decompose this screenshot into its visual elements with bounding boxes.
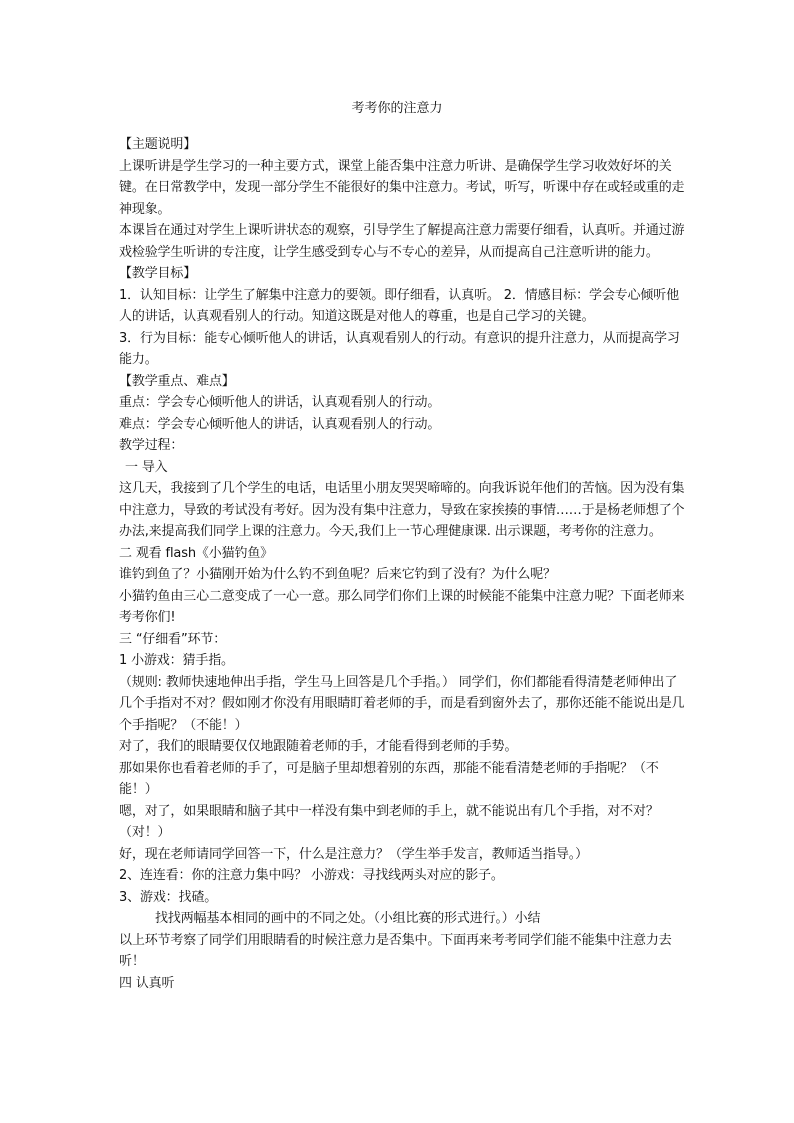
paragraph: 对了，我们的眼睛要仅仅地跟随着老师的手，才能看得到老师的手势。: [119, 739, 518, 754]
subsection-heading: 一 导入: [125, 459, 168, 475]
document-body: [119, 134, 685, 994]
paragraph: 嗯，对了，如果眼睛和脑子其中一样没有集中到老师的手上，就不能说出有几个手指，对不对？（对！）: [119, 803, 659, 840]
paragraph: 找找两幅基本相同的画中的不同之处。（小组比赛的形式进行。）小结: [155, 911, 541, 926]
subsection-heading: 三 “仔细看”环节：: [119, 631, 227, 647]
paragraph: 重点：学会专心倾听他人的讲话，认真观看别人的行动。: [119, 395, 441, 410]
paragraph: 本课旨在通过对学生上课听讲状态的观察，引导学生了解提高注意力需要仔细看，认真听。并通过游戏检验学生听讲的专注度，让学生感受到专心与不专心的差异，从而提高自己注意听讲的能力。: [119, 223, 685, 260]
paragraph: 2、连连看：你的注意力集中吗？ 小游戏：寻找线两头对应的影子。: [119, 868, 504, 883]
paragraph: （规则: 教师快速地伸出手指，学生马上回答是几个手指。） 同学们，你们都能看得清楚老师伸出了几个手指对不对？假如刚才你没有用眼睛盯着老师的手，而是看到窗外去了，那你还能不能说出是几个手指呢？（不能！）: [119, 674, 685, 733]
paragraph: 1．认知目标：让学生了解集中注意力的要领。即仔细看，认真听。 2．情感目标：学会专心倾听他人的讲话，认真观看别人的行动。知道这既是对他人的尊重，也是自己学习的关键。: [119, 287, 679, 324]
paragraph: 3、游戏：找碴。: [119, 889, 218, 905]
paragraph: 难点：学会专心倾听他人的讲话，认真观看别人的行动。: [119, 416, 441, 432]
section-heading: 【主题说明】: [119, 137, 197, 152]
paragraph: 谁钓到鱼了？小猫刚开始为什么钓不到鱼呢？后来它钓到了没有？为什么呢？: [119, 567, 556, 582]
paragraph: 1 小游戏：猜手指。: [119, 653, 234, 668]
paragraph: 上课听讲是学生学习的一种主要方式，课堂上能否集中注意力听讲、是确保学生学习收效好坏的关键。在日常教学中，发现一部分学生不能很好的集中注意力。考试，听写，听课中存在或轻或重的走神现象。: [119, 158, 685, 217]
paragraph: 这几天，我接到了几个学生的电话，电话里小朋友哭哭啼啼的。向我诉说年他们的苦恼。因为没有集中注意力，导致的考试没有考好。因为没有集中注意力，导致在家挨揍的事情……于是杨老师想了个办法,来提高我们同学上课的注意力。今天,我们上一节心理健康课. 出示课题，考考你的注意力。: [119, 481, 685, 539]
document-title: 考考你的注意力: [351, 101, 443, 116]
paragraph: 好，现在老师请同学回答一下，什么是注意力？（学生举手发言，教师适当指导。）: [119, 846, 588, 862]
paragraph: 那如果你也看着老师的手了，可是脑子里却想着别的东西，那能不能看清楚老师的手指呢？（不能！）: [119, 760, 659, 797]
subsection-heading: 二 观看 flash《小猫钓鱼》: [119, 545, 274, 561]
paragraph: 以上环节考察了同学们用眼睛看的时候注意力是否集中。下面再来考考同学们能不能集中注意力去听！: [119, 932, 672, 969]
subsection-heading: 四 认真听: [119, 975, 175, 991]
section-heading: 【教学目标】: [119, 266, 197, 281]
paragraph: 3．行为目标：能专心倾听他人的讲话，认真观看别人的行动。有意识的提升注意力，从而提高学习能力。: [119, 330, 680, 367]
paragraph: 小猫钓鱼由三心二意变成了一心一意。那么同学们你们上课的时候能不能集中注意力呢？下面老师来考考你们!: [119, 588, 685, 625]
section-heading: 【教学重点、难点】: [119, 373, 235, 389]
paragraph: 教学过程：: [119, 438, 184, 453]
